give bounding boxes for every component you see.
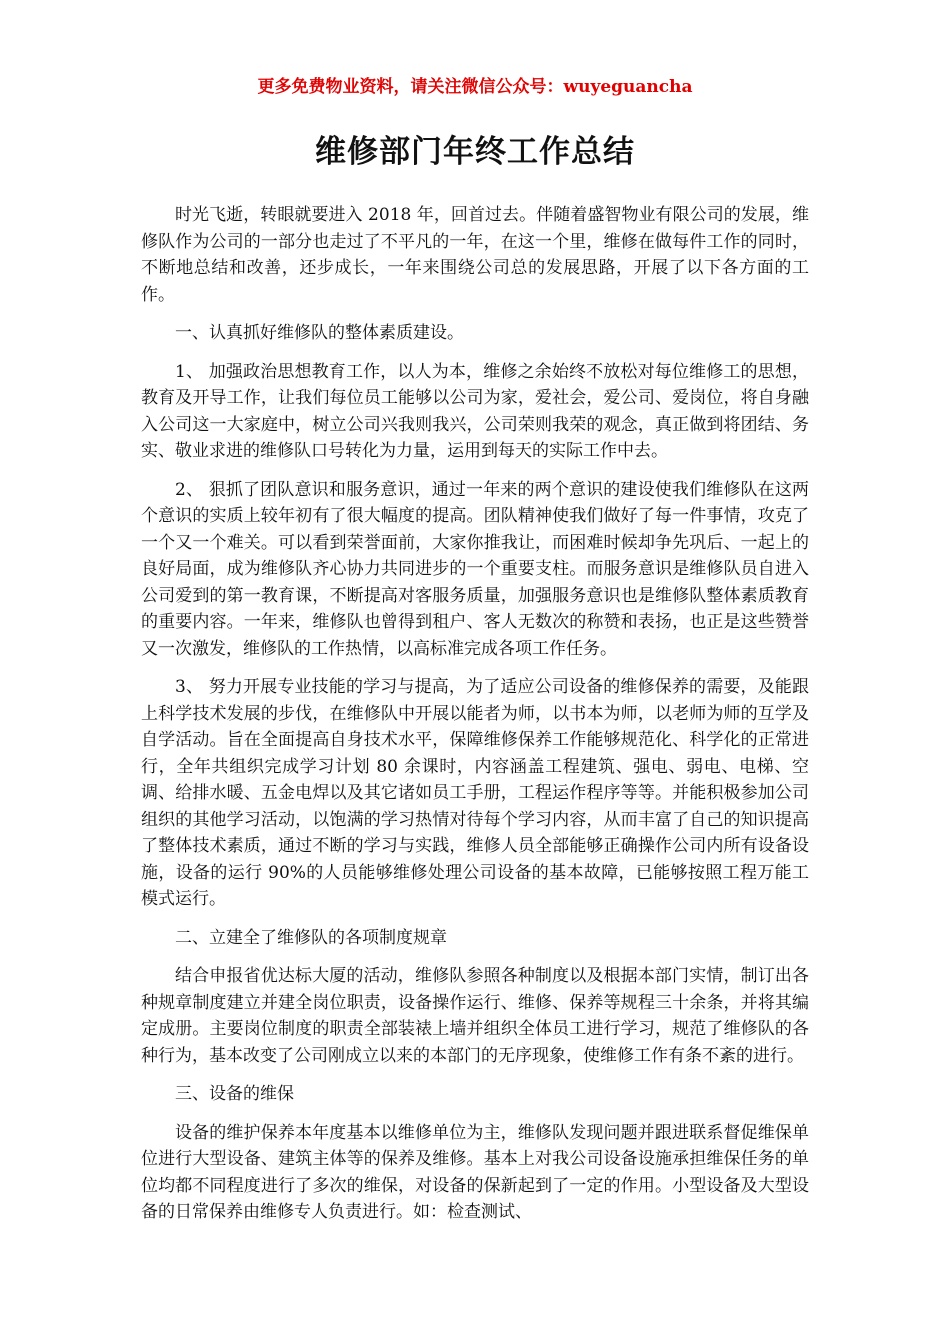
paragraph-section-2: 结合申报省优达标大厦的活动，维修队参照各种制度以及根据本部门实情，制订出各种规章制度建立并建全岗位职责，设备操作运行、维修、保养等规程三十余条，并将其编定成册。主要岗位制度的职责全部装裱上墙并组织全体员工进行学习，规范了维修队的各种行为，基本改变了公司刚成立以来的本部门的无序现象，使维修工作有条不紊的进行。 [141,966,809,1066]
document-body [141,202,809,1238]
promo-banner: 更多免费物业资料，请关注微信公众号：wuyeguancha [257,77,693,97]
section-heading-2: 二、立建全了维修队的各项制度规章 [175,927,447,948]
section-heading-1: 一、认真抓好维修队的整体素质建设。 [175,323,464,343]
paragraph-section-3: 设备的维护保养本年度基本以维修单位为主，维修队发现问题并跟进联系督促维保单位进行大型设备、建筑主体等的保养及维修。基本上对我公司设备设施承担维保任务的单位均都不同程度进行了多次的维保，对设备的保新起到了一定的作用。小型设备及大型设备的日常保养由维修专人负责进行。如：检查测试、 [141,1122,809,1222]
section-heading-3: 三、设备的维保 [175,1084,294,1104]
paragraph-intro: 时光飞逝，转眼就要进入 2018 年，回首过去。伴随着盛智物业有限公司的发展，维修队作为公司的一部分也走过了不平凡的一年，在这一个里，维修在做每件工作的同时，不断地总结和改善，还步成长，一年来围绕公司总的发展思路，开展了以下各方面的工作。 [141,205,809,305]
paragraph-item-1: 1、 加强政治思想教育工作，以人为本，维修之余始终不放松对每位维修工的思想，教育及开导工作，让我们每位员工能够以公司为家，爱社会，爱公司、爱岗位，将自身融入公司这一大家庭中，树立公司兴我则我兴，公司荣则我荣的观念，真正做到将团结、务实、敬业求进的维修队口号转化为力量，运用到每天的实际工作中去。 [141,361,809,461]
paragraph-item-2: 2、 狠抓了团队意识和服务意识，通过一年来的两个意识的建设使我们维修队在这两个意识的实质上较年初有了很大幅度的提高。团队精神使我们做好了每一件事情，攻克了一个又一个难关。可以看到荣誉面前，大家你推我让，而困难时候却争先巩后、一起上的良好局面，成为维修队齐心协力共同进步的一个重要支柱。而服务意识是维修队员自进入公司爱到的第一教育课，不断提高对客服务质量，加强服务意识也是维修队整体素质教育的重要内容。一年来，维修队也曾得到租户、客人无数次的称赞和表扬，也正是这些赞誉又一次激发，维修队的工作热情，以高标准完成各项工作任务。 [141,479,809,659]
paragraph-item-3: 3、 努力开展专业技能的学习与提高，为了适应公司设备的维修保养的需要，及能跟上科学技术发展的步伐，在维修队中开展以能者为师，以书本为师，以老师为师的互学及自学活动。旨在全面提高自身技术水平，保障维修保养工作能够规范化、科学化的正常进行，全年共组织完成学习计划 80 余课时，内容涵盖工程建筑、强电、弱电、电梯、空调、给排水暖、五金电焊以及其它诸如员工手册，工程运作程序等等。并能积极参加公司组织的其他学习活动，以饱满的学习热情对待每个学习内容，从而丰富了自己的知识提高 了整体技术素质，通过不断的学习与实践，维修人员全部能够正确操作公司内所有设备设施，设备的运行 90%的人员能够维修处理公司设备的基本故障，已能够按照工程万能工模式运行。 [141,677,809,909]
document-title: 维修部门年终工作总结 [315,134,635,170]
